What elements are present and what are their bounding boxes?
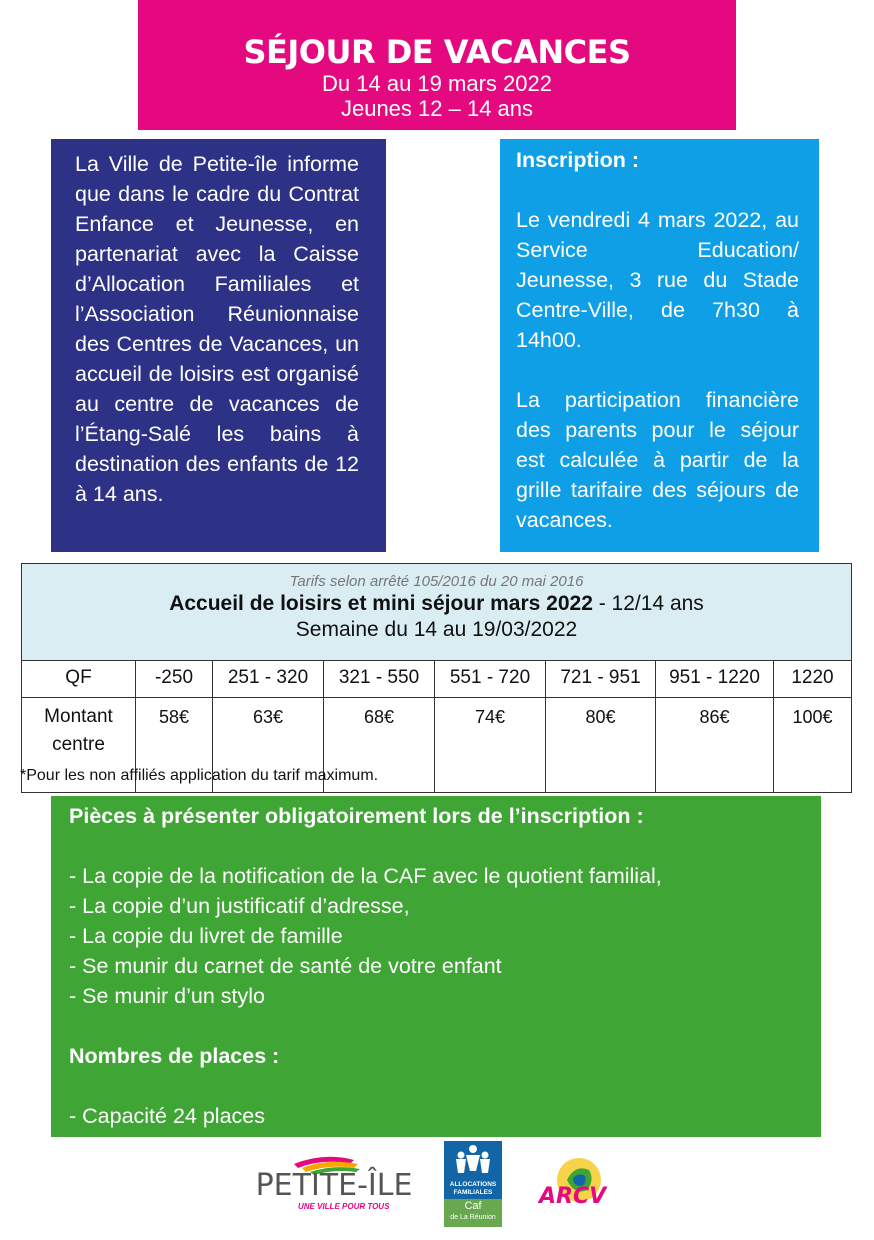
arcv-wordmark: ARCV [539,1184,607,1209]
header-banner [138,0,736,130]
qf-cell: 551 - 720 [435,660,546,697]
caf-line-4: de La Réunion [450,1214,496,1221]
caf-logo [444,1141,502,1227]
qf-label-cell: QF [22,660,136,697]
tarif-table-header [22,564,851,661]
inscription-box [500,139,819,552]
montant-cell: 58€ [136,698,213,793]
caf-line-3: Caf [464,1200,482,1212]
list-item: - La copie d’un justificatif d’adresse, [69,894,410,918]
places-heading: Nombres de places : [69,1044,280,1068]
list-item: - La copie de la notification de la CAF avec le quotient familial, [69,864,662,888]
qf-cell: 1220 [791,667,834,688]
header-ages: Jeunes 12 – 14 ans [340,96,534,121]
caf-line-1: ALLOCATIONS [449,1181,497,1188]
montant-cell: 86€ [656,698,774,793]
montant-label-line-2: centre [52,734,105,755]
places-capacity: - Capacité 24 places [69,1104,265,1128]
montant-cell: 68€ [324,698,435,793]
tarif-title-bold: Accueil de loisirs et mini séjour mars 2022 [169,592,593,615]
qf-cell: 321 - 550 [324,660,435,697]
page-title: SÉJOUR DE VACANCES [243,33,631,71]
montant-cell: 80€ [546,698,656,793]
montant-cell: 100€ [792,707,833,727]
list-item: - Se munir d’un stylo [69,984,265,1008]
info-box-left [51,139,386,552]
qf-cell: 251 - 320 [213,660,324,697]
inscription-heading: Inscription : [516,148,640,172]
table-row-qf [22,660,851,698]
qf-cell: 721 - 951 [546,660,656,697]
pieces-box [51,796,821,1137]
qf-cell: -250 [136,660,213,697]
tarif-week: Semaine du 14 au 19/03/2022 [295,618,578,641]
list-item: - La copie du livret de famille [69,924,343,948]
tarif-title-rest: - 12/14 ans [592,592,704,615]
list-item: - Se munir du carnet de santé de votre enfant [69,954,502,978]
inscription-paragraph-2: La participation financière des parents pour le séjour est calculée à partir de la grille tarifaire des séjours de vacances. [516,388,799,532]
caf-family-icon [444,1141,502,1181]
tarif-table [21,563,852,793]
qf-cell: 951 - 1220 [656,660,774,697]
tarif-note: Tarifs selon arrêté 105/2016 du 20 mai 2016 [289,573,584,590]
caf-line-2: FAMILIALES [453,1189,493,1196]
petite-ile-slogan: UNE VILLE POUR TOUS [298,1202,390,1211]
pieces-heading: Pièces à présenter obligatoirement lors de l’inscription : [69,804,644,828]
montant-label-line-1: Montant [44,706,113,727]
montant-cell: 74€ [435,698,546,793]
info-text: La Ville de Petite-île informe que dans le cadre du Contrat Enfance et Jeunesse, en partenariat avec la Caisse d’Allocation Familiales et l’Association Réunionnaise des Centres de Vacances, un accueil de loisirs est organisé au centre de vacances de l’Étang-Salé les bains à destination des enfants de 12 à 14 ans. [75,152,359,506]
arcv-logo [535,1144,617,1228]
montant-cell: 63€ [213,698,324,793]
petite-ile-wordmark: PETITE-ÎLE [255,1168,413,1203]
inscription-paragraph-1: Le vendredi 4 mars 2022, au Service Education/ Jeunesse, 3 rue du Stade Centre-Ville, de 7h30 à 14h00. [516,208,799,352]
header-dates: Du 14 au 19 mars 2022 [322,71,552,96]
petite-ile-logo [254,1148,414,1218]
footnote: *Pour les non affiliés application du tarif maximum. [20,767,379,784]
tarif-title [22,591,851,617]
